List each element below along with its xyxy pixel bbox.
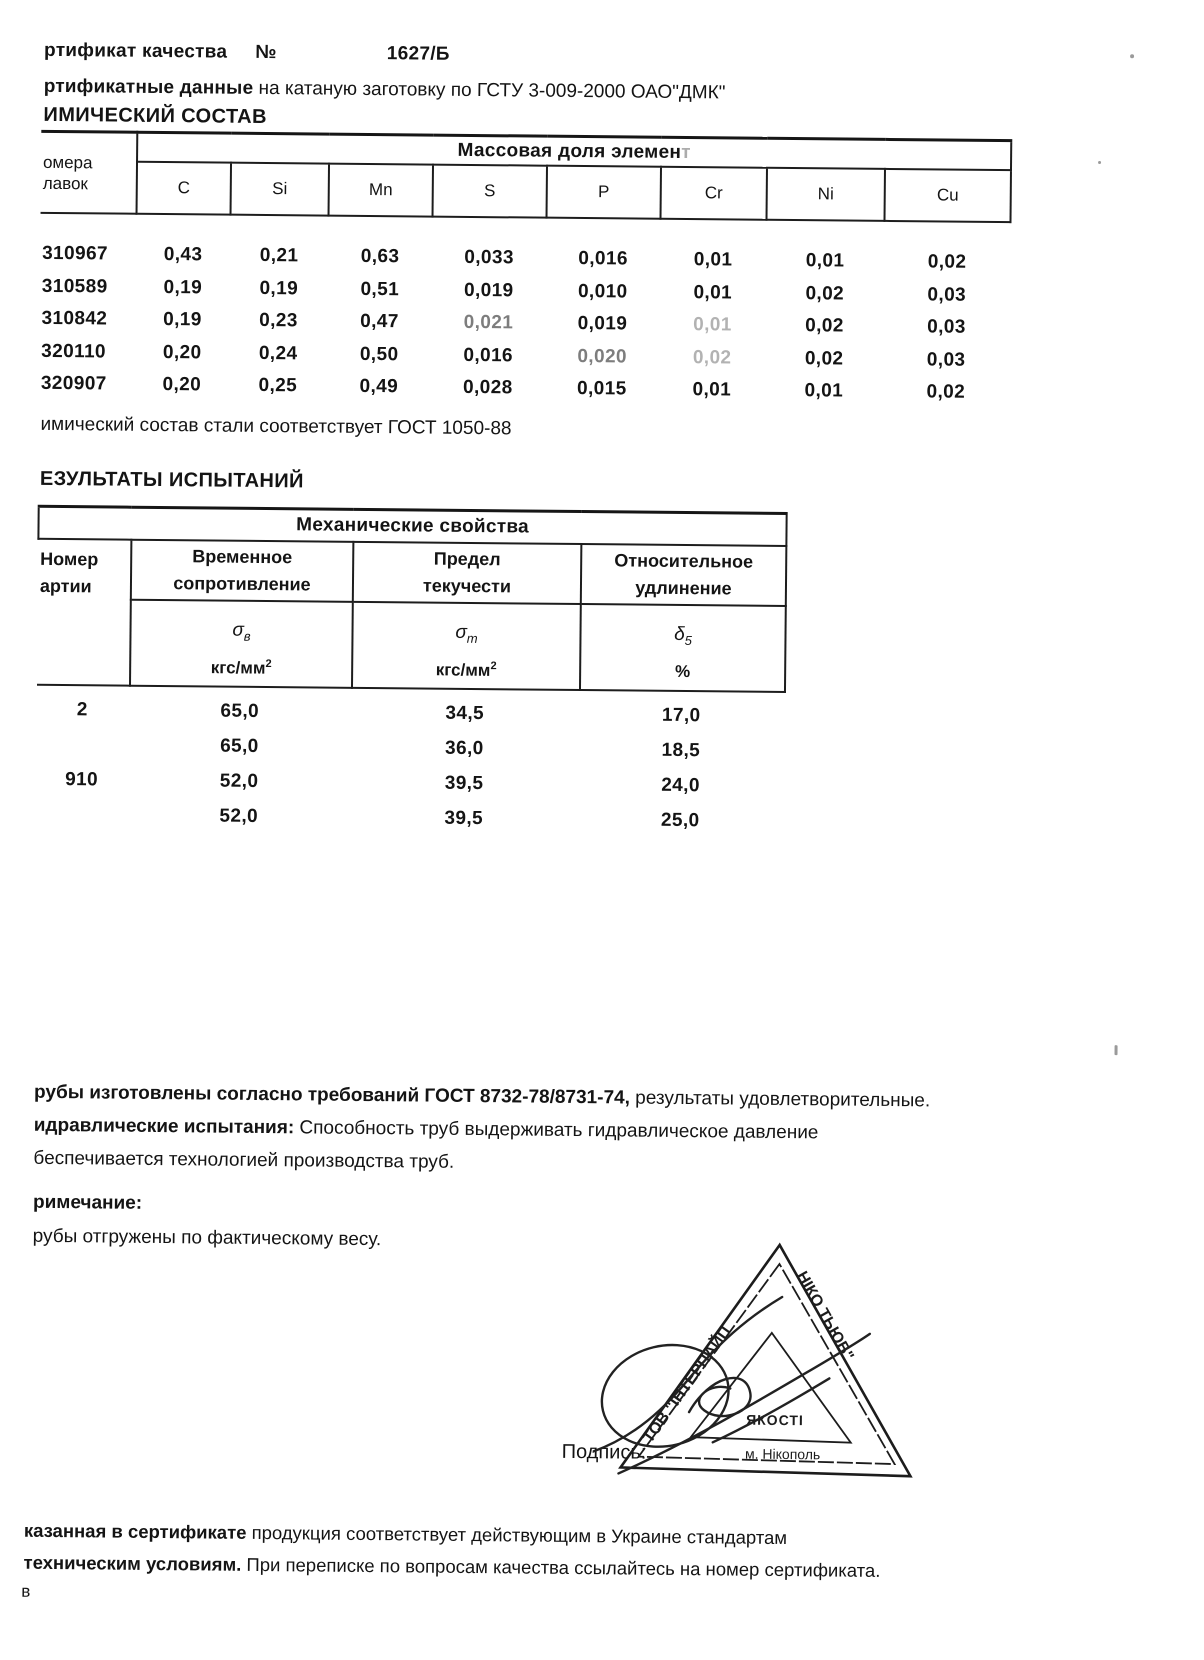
chem-col-Si: Si <box>231 163 329 216</box>
mech-unit-elongation: $\delta_5$ % <box>580 604 786 692</box>
heat-number: 310589 <box>41 275 108 297</box>
stamp-right-edge-text: НІКО ТЬЮБ" <box>792 1268 857 1364</box>
footer-line-1: казанная в сертификате продукция соответствует действующим в Украине стандартам <box>23 1519 788 1549</box>
certificate-title: ртификат качества <box>43 39 228 63</box>
stamp-city-text: м. Нікополь <box>744 1445 821 1463</box>
signature-label: Подпись: <box>561 1440 647 1464</box>
batch-number: 2 <box>76 699 88 721</box>
mech-col-tensile: Временное сопротивление <box>131 540 354 602</box>
mech-unit-tensile: $\sigma_в$ кгс/$мм^2$ <box>130 600 353 688</box>
hydraulic-test-note-2: беспечивается технологией производства труб. <box>33 1147 455 1173</box>
conclusion-paragraph <box>33 1076 1144 1186</box>
certificate-subtitle-rest: на катаную заготовку по ГСТУ 3-009-2000 ОАО"ДМК" <box>253 77 726 104</box>
stamp-graphic <box>592 1235 934 1494</box>
footer-stray-char: в <box>21 1581 31 1601</box>
footer-line-2: техническим условиям. При переписке по вопросам качества ссылайтесь на номер сертификата. <box>23 1551 881 1581</box>
certificate-title-line <box>44 40 450 66</box>
remark-body: рубы отгружены по фактическому весу. <box>32 1225 382 1251</box>
chem-col-C: C <box>137 162 231 215</box>
scan-speck <box>1098 161 1101 164</box>
mech-col-yield: Предел текучести <box>353 542 582 604</box>
chem-conformance-note: имический состав стали соответствует ГОСТ 1050-88 <box>40 413 512 440</box>
batch-number <box>35 797 128 833</box>
mech-col-batch: Номер артии <box>37 539 131 686</box>
heat-number: 320907 <box>40 372 107 395</box>
certificate-subtitle-bold: ртификатные данные <box>43 75 254 99</box>
scan-speck <box>1114 1045 1117 1055</box>
chem-header-heats: омера лавок <box>41 131 138 213</box>
chem-col-Cr: Cr <box>661 167 767 220</box>
stamp-outer-triangle <box>620 1243 912 1476</box>
batch-number: 910 <box>65 769 99 791</box>
quality-stamp <box>592 1235 934 1494</box>
chem-col-S: S <box>433 165 547 218</box>
chem-col-Mn: Mn <box>329 164 433 217</box>
chem-col-Ni: Ni <box>766 168 884 221</box>
chem-data-rows: 310967 0,43 0,21 0,63 0,033 0,016 0,01 0,01 0,02 310589 0,19 0,19 0,51 0,019 0,010 0,01 0,02 0,03 310842 0,19 0,23 0,47 0,021 0,019 0,01 0,02 0,03 320110 0,20 0,24 0,50 0,016 0,020 0,02 0,02 0,03 320907 0,20 0,25 0,49 0,028 0,015 0,01 0,01 0,02 <box>39 238 1011 410</box>
stamp-left-edge-text: ТОВ "ІНТЕРПАЙП <box>640 1323 735 1447</box>
mechanical-properties-table <box>36 505 788 693</box>
heat-number: 320110 <box>41 340 107 362</box>
stamp-center-text: ЯКОСТІ <box>746 1411 804 1429</box>
chem-section-title: ИМИЧЕСКИЙ СОСТАВ <box>43 103 268 128</box>
mech-span-header: Механические свойства <box>38 506 786 546</box>
chem-span-header: Массовая доля элемент <box>137 132 1011 170</box>
certificate-number: 1627/Б <box>386 43 450 65</box>
mech-col-elongation: Относительное удлинение <box>581 544 787 606</box>
hydraulic-test-note: идравлические испытания: Способность труб выдерживать гидравлическое давление <box>33 1114 819 1144</box>
manufacture-note: рубы изготовлены согласно требований ГОСТ 8732-78/8731-74, результаты удовлетворительные. <box>33 1081 931 1112</box>
chem-col-P: P <box>547 166 661 219</box>
chem-col-Cu: Cu <box>884 169 1011 222</box>
remark-title: римечание: <box>32 1191 143 1214</box>
number-sign: № <box>255 41 277 64</box>
certificate-subtitle <box>44 76 726 105</box>
results-section-title: ЕЗУЛЬТАТЫ ИСПЫТАНИЙ <box>39 467 304 493</box>
chemical-composition-table <box>41 130 1013 223</box>
scan-speck <box>1130 54 1134 58</box>
heat-number: 310842 <box>41 307 108 330</box>
stamp-inner-border-triangle <box>639 1263 897 1464</box>
heat-number: 310967 <box>42 242 109 265</box>
mech-unit-yield: $\sigma_т$ кгс/$мм^2$ <box>352 602 581 690</box>
batch-number <box>35 727 128 763</box>
mech-data-rows: 2 65,0 34,5 17,0 65,0 36,0 18,5 910 52,0 39,5 24,0 52,0 39,5 25,0 <box>35 692 784 839</box>
